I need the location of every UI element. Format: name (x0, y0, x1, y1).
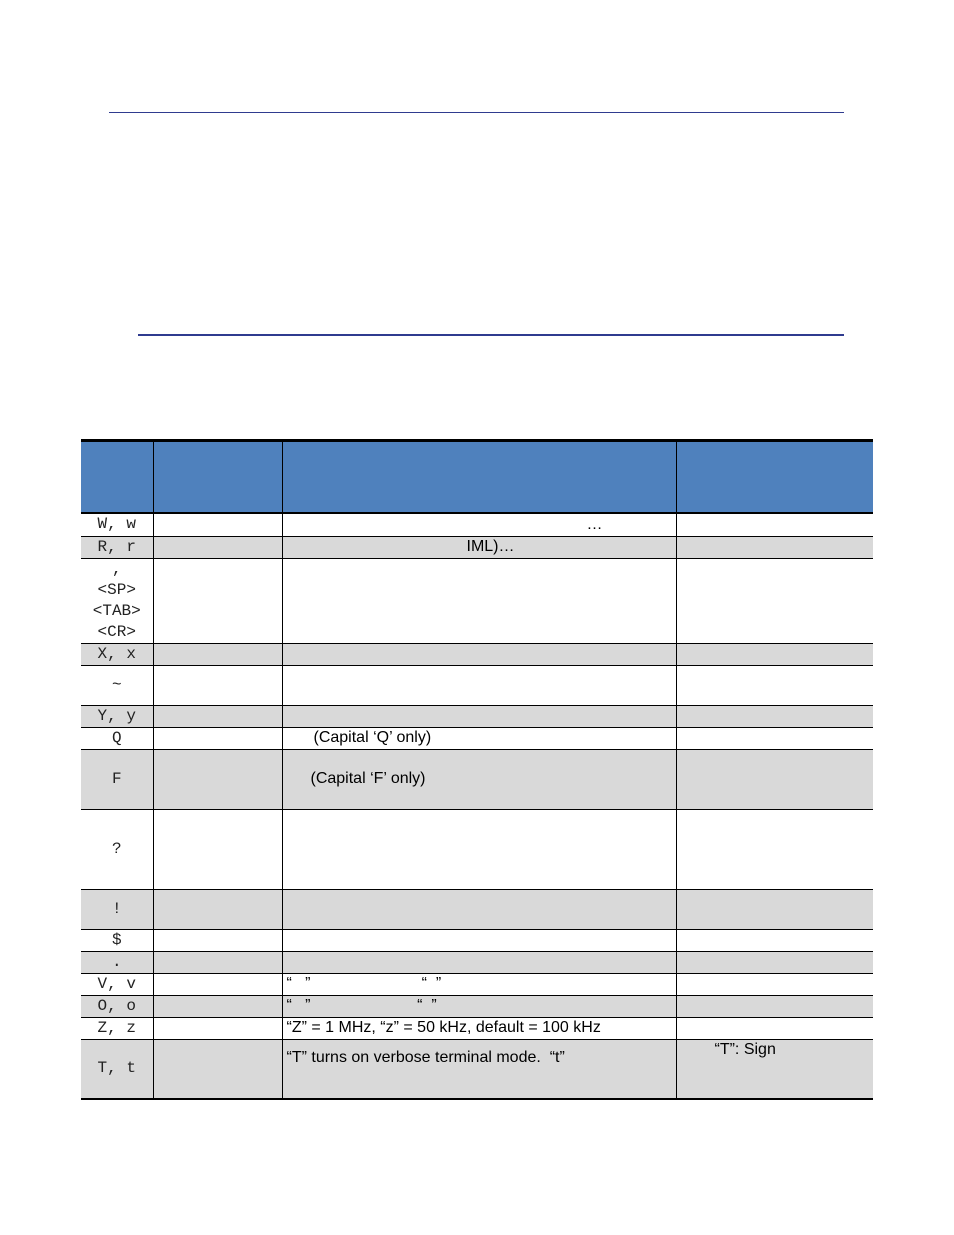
command-key-cell (81, 558, 153, 643)
name-cell (153, 727, 282, 749)
command-key: <CR> (97, 622, 136, 641)
command-key-cell (81, 1039, 153, 1099)
command-key: T, t (97, 1059, 136, 1078)
table-row (81, 536, 873, 558)
description-cell (282, 749, 676, 809)
table-row (81, 558, 873, 643)
command-key-cell (81, 536, 153, 558)
name-cell (153, 536, 282, 558)
description-text: (Capital ‘F’ only) (310, 770, 426, 787)
notes-cell (676, 558, 873, 643)
header-cell-notes (676, 441, 873, 514)
description-cell (282, 951, 676, 973)
description-cell (282, 643, 676, 665)
notes-cell (676, 727, 873, 749)
name-cell (153, 513, 282, 536)
table-row (81, 665, 873, 705)
table-row (81, 727, 873, 749)
command-key: Z, z (97, 1018, 136, 1037)
table-row (81, 643, 873, 665)
notes-cell (676, 951, 873, 973)
description-cell (282, 809, 676, 889)
table-body (81, 513, 873, 1099)
command-key: W, w (97, 515, 136, 534)
table-row (81, 809, 873, 889)
command-key: Q (111, 728, 122, 747)
description-text: (Capital ‘Q’ only) (313, 729, 432, 746)
command-key: ! (111, 899, 122, 918)
table-row (81, 951, 873, 973)
description-cell (282, 889, 676, 929)
table-row (81, 889, 873, 929)
notes-cell (676, 889, 873, 929)
command-key-cell (81, 1017, 153, 1039)
command-key-cell (81, 929, 153, 951)
name-cell (153, 1017, 282, 1039)
command-key: , (111, 559, 122, 578)
name-cell (153, 973, 282, 995)
notes-cell (676, 929, 873, 951)
notes-text: “T”: Sign (714, 1040, 776, 1058)
command-key-cell (81, 889, 153, 929)
description-cell (282, 705, 676, 727)
command-key: V, v (97, 974, 136, 993)
name-cell (153, 665, 282, 705)
header-cell-description (282, 441, 676, 514)
name-cell (153, 705, 282, 727)
description-text: “ ” “ ” (286, 975, 442, 992)
notes-cell (676, 513, 873, 536)
name-cell (153, 558, 282, 643)
command-key: R, r (97, 537, 136, 556)
table-header-row (81, 441, 873, 514)
table-row (81, 1039, 873, 1099)
name-cell (153, 951, 282, 973)
section-rule (138, 334, 844, 336)
command-key-cell (81, 705, 153, 727)
command-key-cell (81, 809, 153, 889)
header-cell-name (153, 441, 282, 514)
description-cell (282, 536, 676, 558)
description-cell (282, 929, 676, 951)
description-text: “T” turns on verbose terminal mode. “t” (286, 1048, 565, 1066)
table-row (81, 973, 873, 995)
description-cell (282, 973, 676, 995)
command-key-cell (81, 973, 153, 995)
header-rule (109, 112, 844, 113)
notes-cell (676, 665, 873, 705)
command-key-cell (81, 951, 153, 973)
name-cell (153, 1039, 282, 1099)
description-text: … (586, 515, 603, 533)
command-key-cell (81, 727, 153, 749)
command-key: ~ (111, 675, 122, 694)
description-cell (282, 1017, 676, 1039)
command-key-cell (81, 749, 153, 809)
table-row (81, 705, 873, 727)
description-text: “Z” = 1 MHz, “z” = 50 kHz, default = 100 kHz (286, 1019, 601, 1036)
description-cell (282, 558, 676, 643)
header-cell-command (81, 441, 153, 514)
notes-cell (676, 809, 873, 889)
command-key-cell (81, 643, 153, 665)
name-cell (153, 643, 282, 665)
name-cell (153, 889, 282, 929)
notes-cell (676, 643, 873, 665)
table-row (81, 749, 873, 809)
description-text: “ ” “ ” (286, 997, 437, 1014)
name-cell (153, 995, 282, 1017)
notes-cell (676, 1017, 873, 1039)
name-cell (153, 809, 282, 889)
command-key: X, x (97, 644, 136, 663)
command-key-cell (81, 513, 153, 536)
command-key: . (111, 952, 122, 971)
command-key: Y, y (97, 706, 136, 725)
description-cell (282, 995, 676, 1017)
table-row (81, 513, 873, 536)
description-cell (282, 665, 676, 705)
table-row (81, 929, 873, 951)
name-cell (153, 929, 282, 951)
command-key-cell (81, 665, 153, 705)
table-row (81, 995, 873, 1017)
description-cell (282, 513, 676, 536)
notes-cell (676, 973, 873, 995)
command-key-cell (81, 995, 153, 1017)
command-key: <TAB> (92, 601, 141, 620)
notes-cell (676, 995, 873, 1017)
notes-cell (676, 536, 873, 558)
command-key: ? (111, 839, 122, 858)
description-cell (282, 1039, 676, 1099)
notes-cell (676, 705, 873, 727)
notes-cell (676, 1039, 873, 1099)
command-table (81, 439, 873, 1100)
command-key: <SP> (97, 580, 136, 599)
description-cell (282, 727, 676, 749)
command-key: O, o (97, 996, 136, 1015)
table-row (81, 1017, 873, 1039)
description-text: IML)… (466, 538, 515, 555)
notes-cell (676, 749, 873, 809)
command-key: $ (111, 930, 122, 949)
name-cell (153, 749, 282, 809)
command-key: F (111, 769, 122, 788)
